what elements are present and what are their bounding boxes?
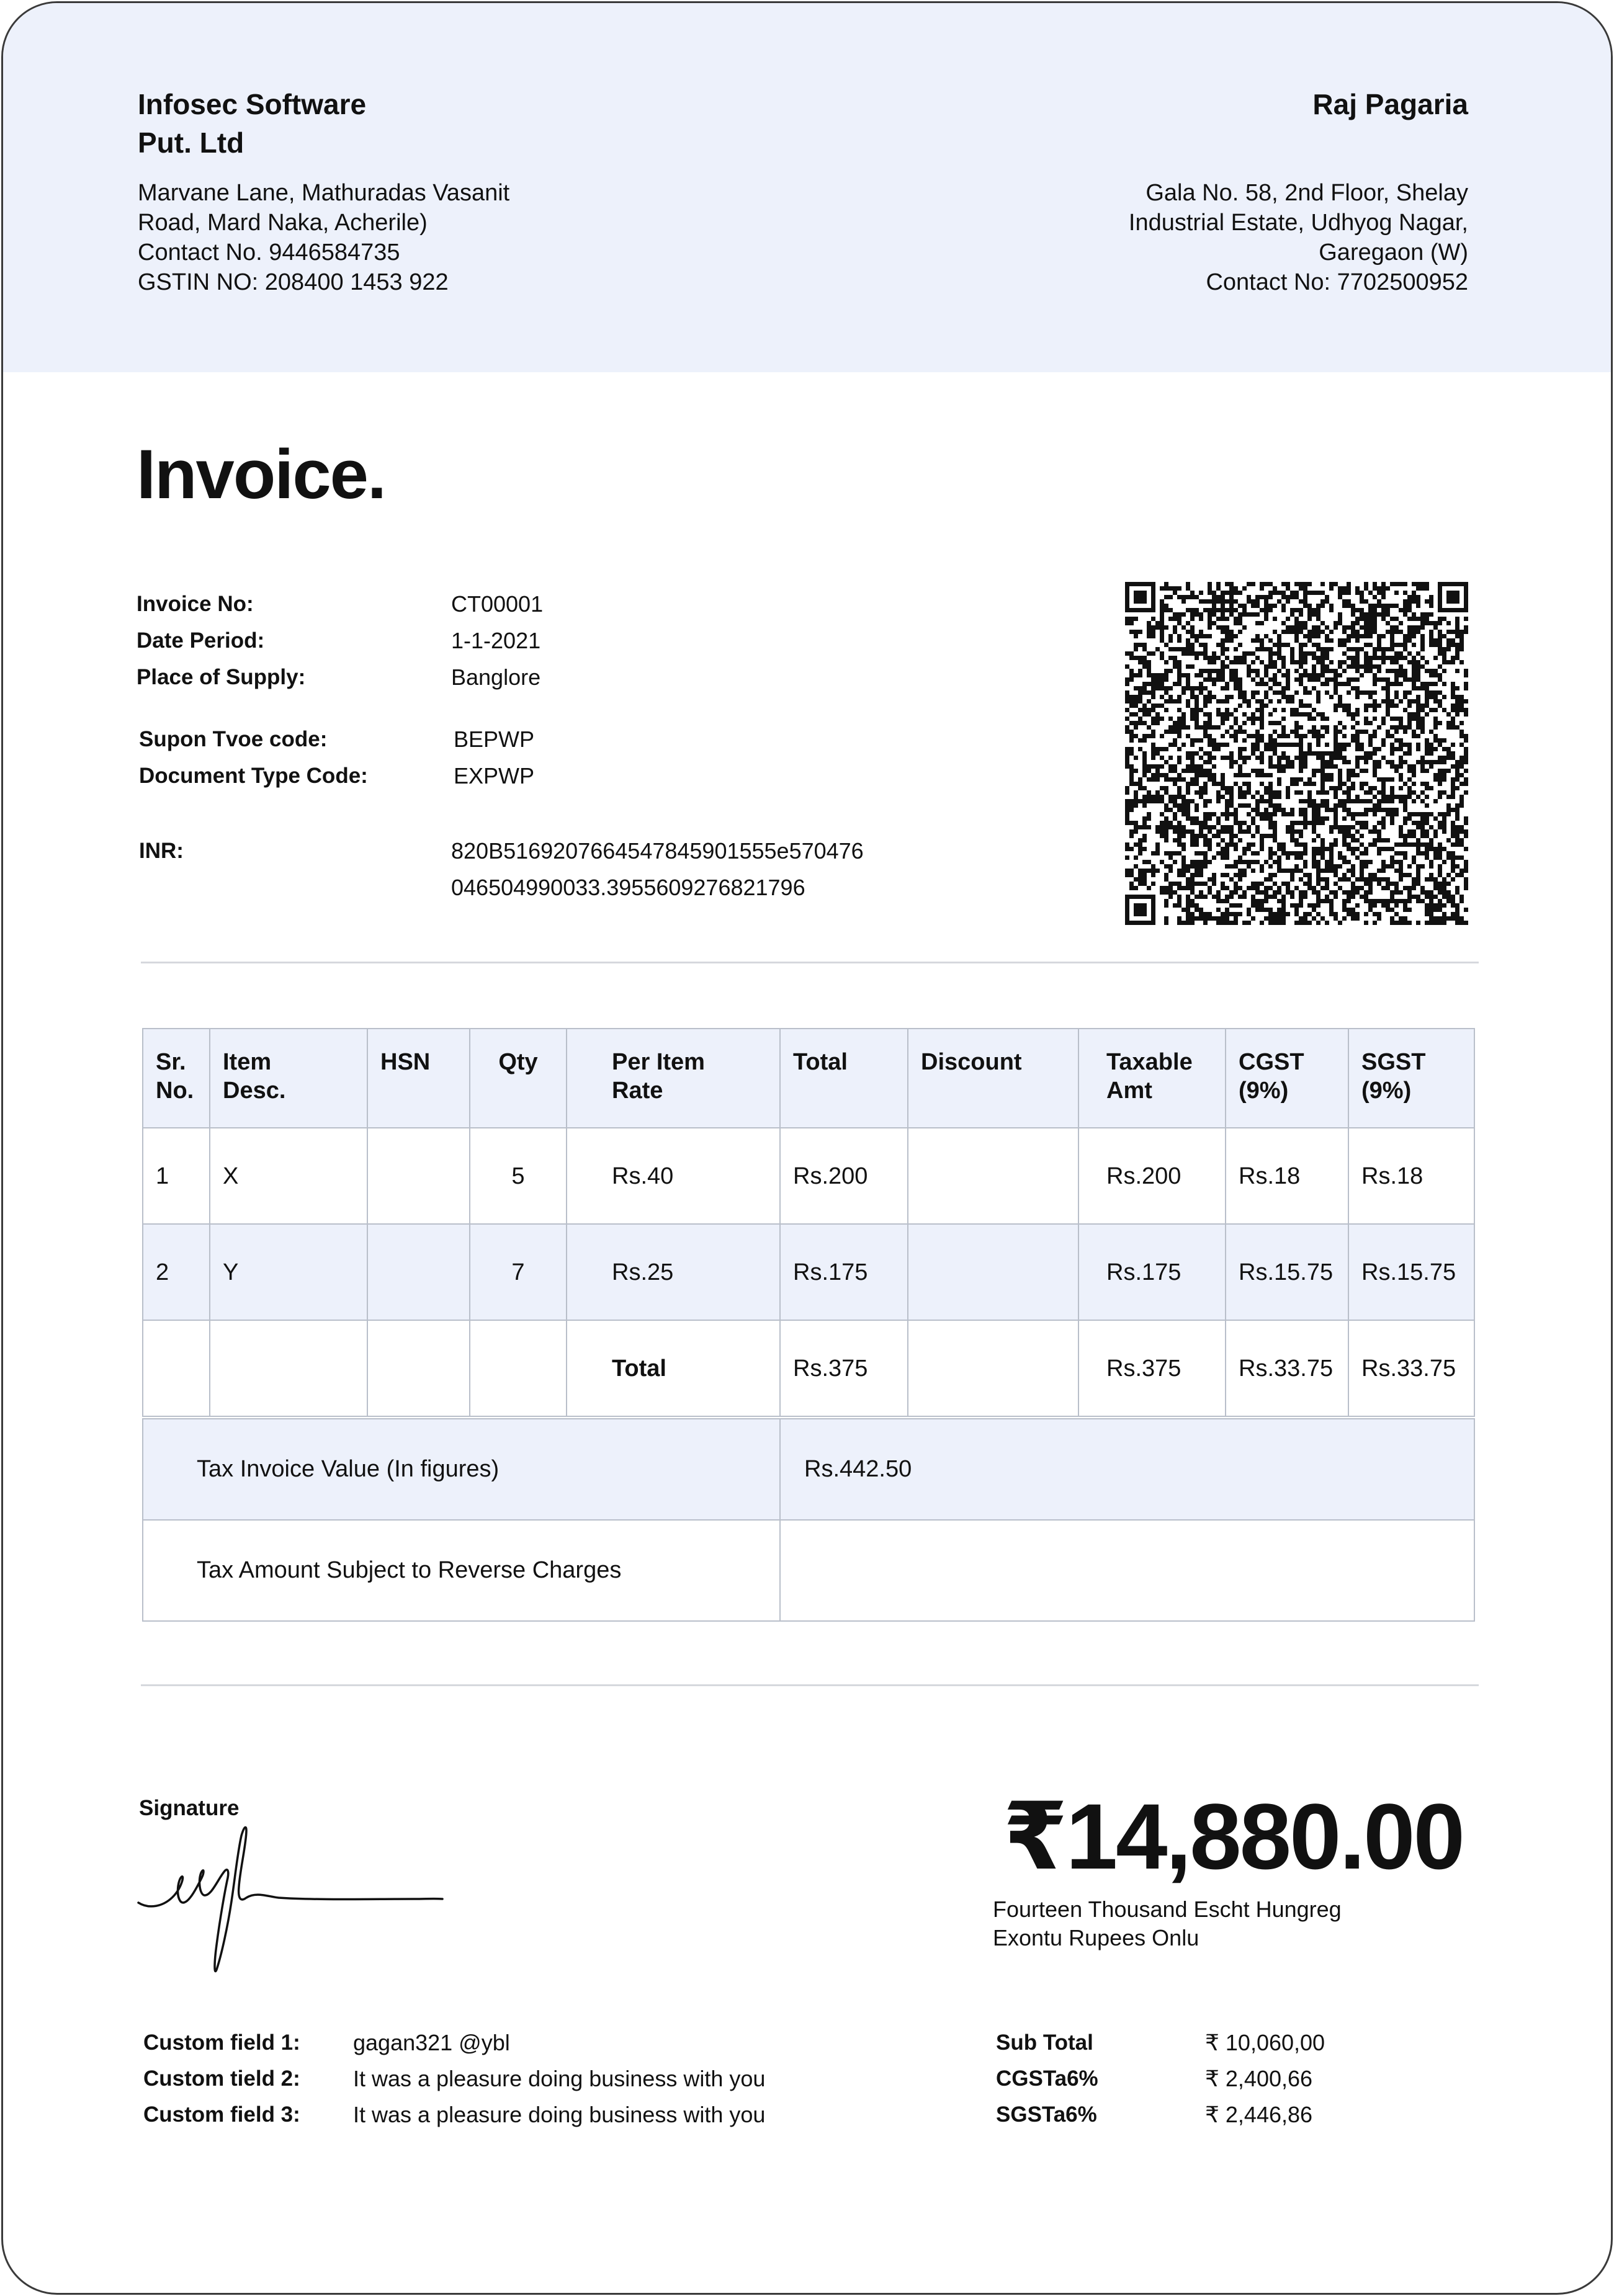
total-taxable: Rs.375 bbox=[1078, 1320, 1226, 1416]
buyer-address bbox=[910, 178, 1468, 297]
custom-field-label: Custom field 3: bbox=[143, 2102, 300, 2127]
sgst-value: ₹ 2,446,86 bbox=[1205, 2102, 1313, 2127]
cgst-value: ₹ 2,400,66 bbox=[1205, 2066, 1313, 2091]
date-value: 1-1-2021 bbox=[451, 628, 541, 653]
cell-desc: Y bbox=[210, 1224, 367, 1320]
cell-taxable: Rs.200 bbox=[1078, 1128, 1226, 1224]
cgst-label: CGSTa6% bbox=[996, 2066, 1098, 2091]
cell-qty: 5 bbox=[470, 1128, 567, 1224]
cell-hsn bbox=[367, 1224, 470, 1320]
seller-name bbox=[138, 85, 572, 162]
date-label: Date Period: bbox=[137, 628, 265, 653]
buyer-address-line-1: Gala No. 58, 2nd Floor, Shelay bbox=[1145, 180, 1468, 206]
place-label: Place of Supply: bbox=[137, 665, 306, 689]
invoice-value-label: Tax Invoice Value (In figures) bbox=[143, 1419, 780, 1520]
supply-type-label: Supon Tvoe code: bbox=[139, 727, 328, 751]
cell-cgst: Rs.15.75 bbox=[1226, 1224, 1348, 1320]
buyer-address-line-2: Industrial Estate, Udhyog Nagar, bbox=[1128, 210, 1468, 236]
cell-taxable: Rs.175 bbox=[1078, 1224, 1226, 1320]
reverse-charge-label: Tax Amount Subject to Reverse Charges bbox=[143, 1520, 780, 1621]
cell-sr: 1 bbox=[143, 1128, 210, 1224]
total-sgst: Rs.33.75 bbox=[1348, 1320, 1474, 1416]
cell-cgst: Rs.18 bbox=[1226, 1128, 1348, 1224]
subtotal-value: ₹ 10,060,00 bbox=[1205, 2030, 1325, 2055]
seller-gstin: GSTIN NO: 208400 1453 922 bbox=[138, 269, 449, 295]
buyer-contact: Contact No: 7702500952 bbox=[1206, 269, 1468, 295]
seller-name-line-2: Put. Ltd bbox=[138, 127, 244, 159]
col-header-cgst: CGST (9%) bbox=[1226, 1029, 1348, 1128]
divider bbox=[141, 1684, 1479, 1686]
cell-total: Rs.175 bbox=[780, 1224, 908, 1320]
table-header-row bbox=[143, 1029, 1474, 1128]
table-total-row bbox=[143, 1320, 1474, 1416]
col-header-item: Item Desc. bbox=[210, 1029, 367, 1128]
signature-image bbox=[135, 1808, 457, 1988]
custom-field-value: gagan321 @ybl bbox=[353, 2030, 510, 2055]
divider bbox=[141, 962, 1479, 963]
inr-label: INR: bbox=[139, 839, 184, 863]
cell-sr: 2 bbox=[143, 1224, 210, 1320]
cell-hsn bbox=[367, 1128, 470, 1224]
col-header-sr: Sr. No. bbox=[143, 1029, 210, 1128]
col-header-discount: Discount bbox=[908, 1029, 1078, 1128]
total-label: Total bbox=[567, 1320, 780, 1416]
col-header-total: Total bbox=[780, 1029, 908, 1128]
cell-empty bbox=[143, 1320, 210, 1416]
signature-label: Signature bbox=[139, 1796, 240, 1820]
table-row bbox=[143, 1224, 1474, 1320]
reverse-charge-value bbox=[780, 1520, 1474, 1621]
custom-field-label: Custom tield 2: bbox=[143, 2066, 300, 2091]
doc-type-label: Document Type Code: bbox=[139, 764, 368, 788]
cell-rate: Rs.40 bbox=[567, 1128, 780, 1224]
custom-field-value: It was a pleasure doing business with you bbox=[353, 2102, 766, 2127]
cell-rate: Rs.25 bbox=[567, 1224, 780, 1320]
seller-address bbox=[138, 178, 696, 297]
col-header-qty: Qty bbox=[470, 1029, 567, 1128]
supply-type-value: BEPWP bbox=[454, 726, 535, 752]
cell-qty: 7 bbox=[470, 1224, 567, 1320]
invoice-page bbox=[1, 1, 1613, 2295]
total-amount: Rs.375 bbox=[780, 1320, 908, 1416]
seller-name-line-1: Infosec Software bbox=[138, 88, 367, 120]
col-header-sgst: SGST (9%) bbox=[1348, 1029, 1474, 1128]
subtotal-label: Sub Total bbox=[996, 2030, 1093, 2055]
cell-sgst: Rs.18 bbox=[1348, 1128, 1474, 1224]
cell-discount bbox=[908, 1224, 1078, 1320]
sgst-label: SGSTa6% bbox=[996, 2102, 1097, 2127]
custom-field-value: It was a pleasure doing business with you bbox=[353, 2066, 766, 2091]
col-header-rate: Per Item Rate bbox=[567, 1029, 780, 1128]
cell-empty bbox=[367, 1320, 470, 1416]
seller-address-line-2: Road, Mard Naka, Acherile) bbox=[138, 210, 428, 236]
grand-total-amount: ₹14,880.00 bbox=[1003, 1784, 1463, 1888]
cell-total: Rs.200 bbox=[780, 1128, 908, 1224]
cell-desc: X bbox=[210, 1128, 367, 1224]
col-header-taxable: Taxable Amt bbox=[1078, 1029, 1226, 1128]
custom-field-label: Custom field 1: bbox=[143, 2030, 300, 2055]
cell-empty bbox=[470, 1320, 567, 1416]
amount-words-line-2: Exontu Rupees Onlu bbox=[993, 1925, 1199, 1950]
buyer-name: Raj Pagaria bbox=[1312, 88, 1468, 120]
total-cgst: Rs.33.75 bbox=[1226, 1320, 1348, 1416]
summary-row bbox=[143, 1520, 1474, 1621]
invoice-no-label: Invoice No: bbox=[137, 592, 254, 616]
table-row bbox=[143, 1128, 1474, 1224]
amount-words-line-1: Fourteen Thousand Escht Hungreg bbox=[993, 1896, 1342, 1922]
cell-discount bbox=[908, 1128, 1078, 1224]
doc-type-value: EXPWP bbox=[454, 763, 535, 788]
qr-code-icon bbox=[1125, 582, 1468, 925]
summary-table bbox=[142, 1418, 1475, 1622]
inr-value-line-1: 820B5169207664547845901555e570476 bbox=[451, 838, 864, 864]
inr-value-line-2: 046504990033.3955609276821796 bbox=[451, 875, 805, 900]
items-table bbox=[142, 1028, 1475, 1417]
cell-sgst: Rs.15.75 bbox=[1348, 1224, 1474, 1320]
summary-row bbox=[143, 1419, 1474, 1520]
seller-address-line-1: Marvane Lane, Mathuradas Vasanit bbox=[138, 180, 510, 206]
cell-empty bbox=[210, 1320, 367, 1416]
seller-contact: Contact No. 9446584735 bbox=[138, 239, 400, 266]
invoice-value: Rs.442.50 bbox=[780, 1419, 1474, 1520]
invoice-no-value: CT00001 bbox=[451, 591, 544, 617]
amount-in-words bbox=[993, 1895, 1427, 1952]
page-title: Invoice. bbox=[137, 436, 386, 513]
cell-empty bbox=[908, 1320, 1078, 1416]
col-header-hsn: HSN bbox=[367, 1029, 470, 1128]
buyer-address-line-3: Garegaon (W) bbox=[1319, 239, 1468, 266]
place-value: Banglore bbox=[451, 664, 541, 690]
